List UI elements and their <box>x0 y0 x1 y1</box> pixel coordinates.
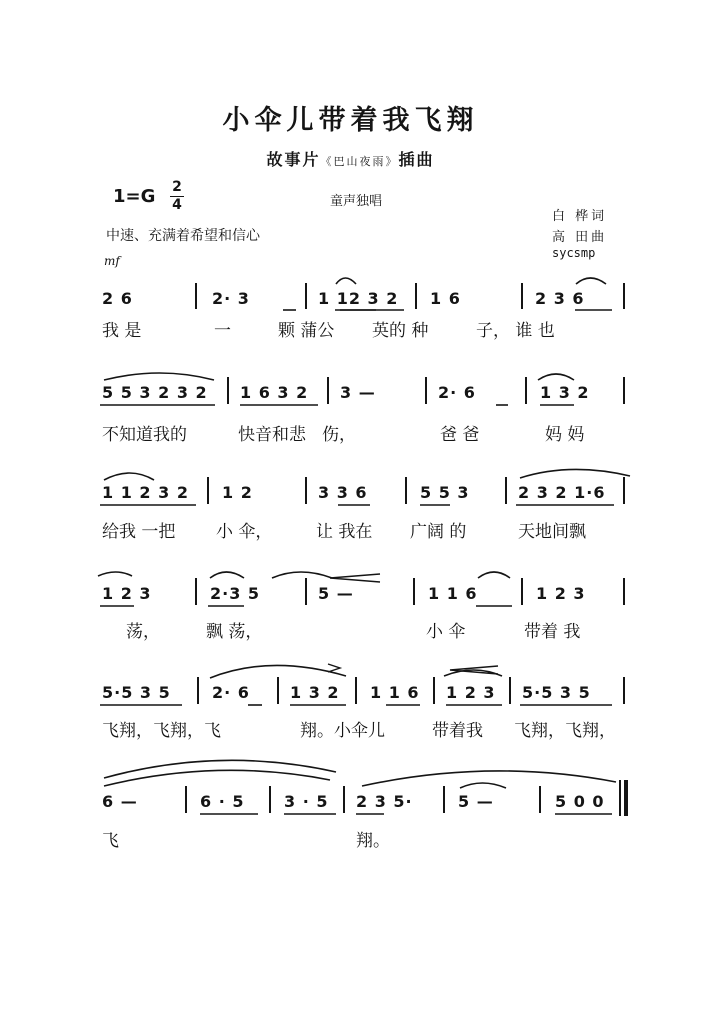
measure-notes: 2 6 <box>102 289 133 308</box>
measure-notes: 3 · 5 <box>284 792 329 811</box>
slur <box>576 278 606 284</box>
measure-notes: 1 2 <box>222 483 253 502</box>
lyric-segment: 翔。 <box>356 831 390 851</box>
lyric-segment: 一 <box>214 321 231 341</box>
lyric-segment: 妈 妈 <box>545 425 585 445</box>
measure-notes: 2· 6 <box>212 683 250 702</box>
measure-notes: 1 1 2 3 2 <box>102 483 189 502</box>
accent-mark <box>328 664 340 672</box>
measure-notes: 1 2 3 <box>536 584 586 603</box>
measure-notes: 2 3 6 <box>535 289 585 308</box>
slur <box>478 572 510 578</box>
lyric-segment: 不知道我的 <box>102 425 187 445</box>
lyric-segment: 带着我 <box>432 721 483 741</box>
measure-notes: 1 1 6 <box>428 584 478 603</box>
measure-notes: 1 3 2 <box>290 683 340 702</box>
lyric-segment: 颗 蒲公 <box>278 321 335 341</box>
measure-notes: 5 5 3 2 3 2 <box>102 383 208 402</box>
slur <box>104 373 214 380</box>
lyric-segment: 子， 谁 也 <box>476 321 555 341</box>
lyric-segment: 天地间飘 <box>518 522 586 542</box>
measure-notes: 6 — <box>102 792 138 811</box>
lyric-segment: 英的 种 <box>372 321 429 341</box>
measure-notes: 2·3 5 <box>210 584 261 603</box>
lyric-segment: 荡， <box>126 622 160 642</box>
lyric-segment: 带着 我 <box>524 622 581 642</box>
lyric-segment: 伤， <box>322 425 356 445</box>
lyric-segment: 给我 一把 <box>102 522 176 542</box>
measure-notes: 5 — <box>458 792 494 811</box>
slur <box>104 473 154 480</box>
slur <box>104 770 330 786</box>
crescendo-mark <box>330 574 380 582</box>
measure-notes: 1 2 3 <box>102 584 152 603</box>
dynamic-marking: mf <box>104 254 120 268</box>
measure-notes: 1 3 2 <box>540 383 590 402</box>
lyricist-credit: 白 桦词 <box>552 209 608 224</box>
measure-notes: 1 12 3 2 <box>318 289 399 308</box>
slur <box>336 278 356 284</box>
film-name: 《巴山夜雨》 <box>320 155 399 168</box>
time-signature-bottom: 4 <box>172 197 182 213</box>
song-title: 小伞儿带着我飞翔 <box>222 105 479 136</box>
key-signature: 1=G <box>113 186 156 207</box>
lyric-segment: 广阔 的 <box>410 522 467 542</box>
measure-notes: 5·5 3 5 <box>102 683 171 702</box>
measure-notes: 1 2 3 <box>446 683 496 702</box>
slur <box>538 374 574 380</box>
watermark-text: sycsmp <box>552 246 596 260</box>
lyric-segment: 小 伞， <box>216 522 273 542</box>
measure-notes: 1 1 6 <box>370 683 420 702</box>
lyric-segment: 飞翔，飞翔， <box>514 721 616 741</box>
measure-notes: 5·5 3 5 <box>522 683 591 702</box>
time-signature-top: 2 <box>172 179 182 195</box>
composer-credit: 高 田曲 <box>552 230 608 245</box>
measure-notes: 3 3 6 <box>318 483 368 502</box>
measure-notes: 5 — <box>318 584 354 603</box>
measure-notes: 1 6 3 2 <box>240 383 309 402</box>
subtitle-prefix: 故事片 <box>266 150 321 169</box>
lyric-segment: 翔。小伞儿 <box>300 721 385 741</box>
slur <box>460 783 506 788</box>
lyric-segment: 让 我在 <box>316 522 373 542</box>
slur <box>520 469 630 478</box>
performance-note: 童声独唱 <box>330 194 383 209</box>
subtitle-suffix: 插曲 <box>398 150 435 169</box>
measure-notes: 5 0 0 <box>555 792 605 811</box>
lyric-segment: 飘 荡， <box>206 622 263 642</box>
measure-notes: 2· 6 <box>438 383 476 402</box>
lyric-segment: 小 伞 <box>426 622 466 642</box>
slur <box>210 665 346 678</box>
lyric-segment: 飞 <box>102 831 119 851</box>
measure-notes: 6 · 5 <box>200 792 245 811</box>
lyric-segment: 爸 爸 <box>440 425 480 445</box>
measure-notes: 1 6 <box>430 289 461 308</box>
measure-notes: 2· 3 <box>212 289 250 308</box>
measure-notes: 2 3 5· <box>356 792 413 811</box>
lyric-segment: 我 是 <box>102 321 142 341</box>
measure-notes: 2 3 2 1·6 <box>518 483 606 502</box>
slur <box>210 572 244 578</box>
lyric-segment: 快音和悲 <box>238 425 306 445</box>
tempo-marking: 中速、充满着希望和信心 <box>106 228 260 244</box>
measure-notes: 5 5 3 <box>420 483 470 502</box>
slur <box>98 572 132 576</box>
measure-notes: 3 — <box>340 383 376 402</box>
lyric-segment: 飞翔，飞翔，飞 <box>102 721 221 741</box>
slur <box>272 572 332 578</box>
